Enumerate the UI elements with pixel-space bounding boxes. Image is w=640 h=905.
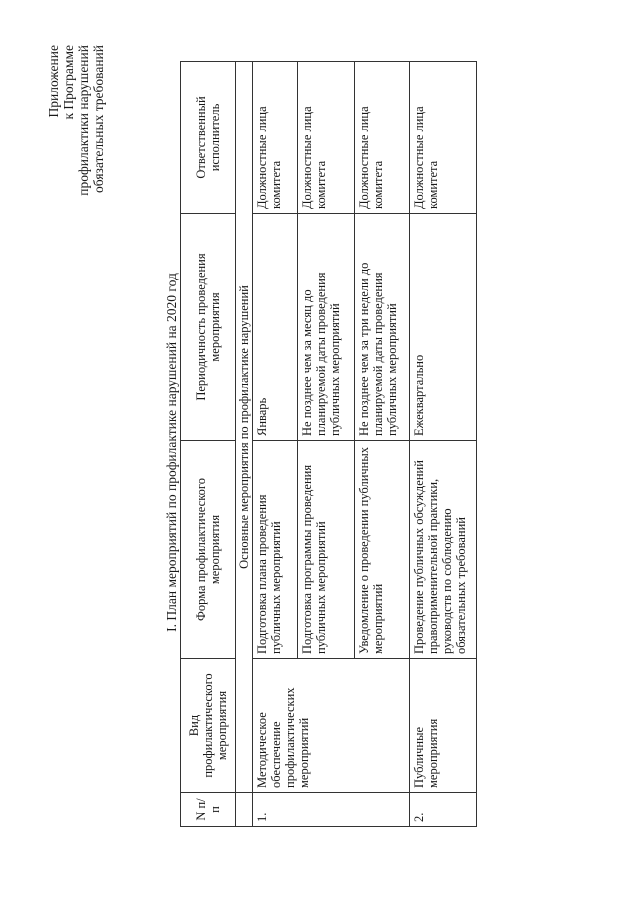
row-form: Подготовка плана проведения публичных мероприятий [253,441,298,659]
plan-table [180,61,477,827]
header-num: N п/п [181,793,236,827]
row-responsible: Должностные лица комитета [410,62,477,214]
row-responsible: Должностные лица комитета [298,62,355,214]
appendix-line: Приложение [46,45,61,118]
row-form: Проведение публичных обсуждений правоприменительной практики, руководств по соблюдению обязательных требований [410,441,477,659]
row-num: 1. [253,793,410,827]
table-row [410,62,477,827]
appendix-line: профилактики нарушений [76,45,91,196]
header-type: Вид профилактического мероприятия [181,659,236,793]
row-responsible: Должностные лица комитета [253,62,298,214]
row-type: Методическое обеспечение профилактических мероприятий [253,659,410,793]
appendix-note [46,45,106,265]
row-form: Подготовка программы проведения публичных мероприятий [298,441,355,659]
header-responsible: Ответственный исполнитель [181,62,236,214]
row-period: Ежеквартально [410,214,477,441]
plan-title: I. План мероприятий по профилактике нарушений на 2020 год [164,273,179,632]
table-row [253,62,298,827]
row-period: Январь [253,214,298,441]
row-period: Не позднее чем за месяц до планируемой даты проведения публичных мероприятий [298,214,355,441]
row-form: Уведомление о проведении публичных мероприятий [355,441,410,659]
row-responsible: Должностные лица комитета [355,62,410,214]
row-type: Публичные мероприятия [410,659,477,793]
header-form: Форма профилактического мероприятия [181,441,236,659]
row-num: 2. [410,793,477,827]
section-spacer [236,793,253,827]
row-period: Не позднее чем за три недели до планируемой даты проведения публичных мероприятий [355,214,410,441]
appendix-line: к Программе [61,45,76,120]
appendix-line: обязательных требований [91,45,106,193]
section-row [236,62,253,827]
table-header-row [181,62,236,827]
section-title: Основные мероприятия по профилактике нарушений [236,62,253,793]
header-period: Периодичность проведения мероприятия [181,214,236,441]
